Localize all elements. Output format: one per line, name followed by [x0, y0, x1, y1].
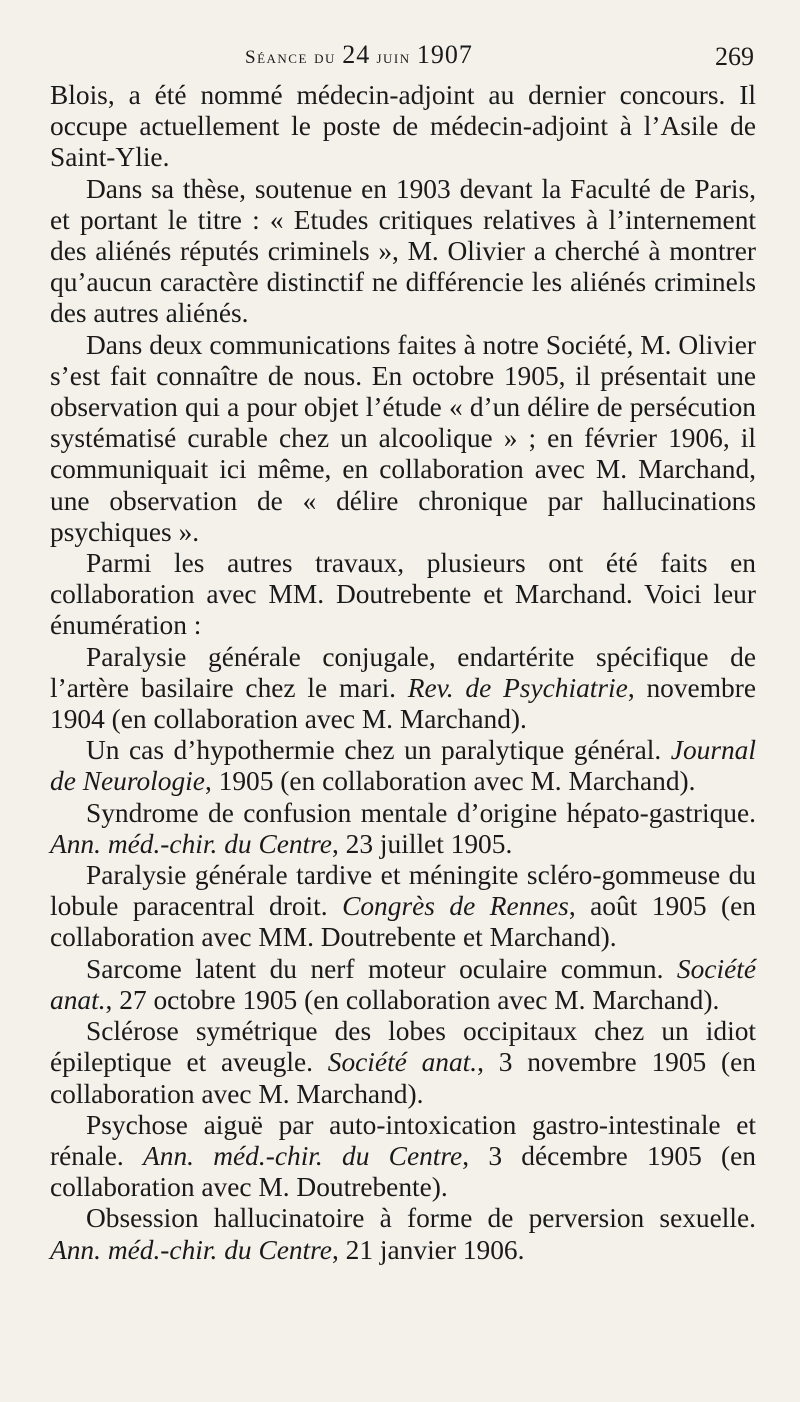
bibliography-entry: Paralysie générale tardive et méningite scléro-gommeuse du lobule paracentral droit. Congrès de Rennes, août 1905 (en collaboration avec MM. Doutrebente et Marchand).	[50, 860, 756, 953]
journal-title: Société anat.	[50, 953, 756, 1015]
journal-title: Société anat.	[327, 1047, 478, 1078]
page-number: 269	[715, 42, 754, 71]
page-header	[50, 34, 756, 80]
bibliography-entry: Paralysie générale conjugale, endartérite spécifique de l’artère basilaire chez le mari. Rev. de Psychiatrie, novembre 1904 (en collaboration avec M. Marchand).	[50, 641, 756, 735]
paragraph-communications: Dans deux communications faites à notre Société, M. Olivier s’est fait connaître de nous. En octobre 1905, il présentait une observation qui a pour objet l’étude « d’un délire de persécution systématisé curable chez un alcoolique » ; en février 1906, il communiquait ici même, en collaboration avec M. Marchand, une observation de « délire chronique par hallucinations psychiques ».	[50, 329, 756, 547]
running-head-month: juin	[376, 47, 411, 68]
journal-title: Congrès de Rennes	[342, 891, 569, 922]
journal-title: Rev. de Psychiatrie	[407, 672, 628, 703]
bibliography-entry: Un cas d’hypothermie chez un paralytique général. Journal de Neurologie, 1905 (en collaboration avec M. Marchand).	[50, 735, 756, 797]
running-head-prefix: Séance du	[245, 47, 336, 68]
journal-title: Ann. méd.-chir. du Centre	[50, 1234, 332, 1265]
running-head-year: 1907	[416, 40, 473, 69]
paragraph-other-works: Parmi les autres travaux, plusieurs ont été faits en collaboration avec MM. Doutrebente et Marchand. Voici leur énumération :	[50, 548, 756, 641]
bibliography-entry: Sclérose symétrique des lobes occipitaux chez un idiot épileptique et aveugle. Société anat., 3 novembre 1905 (en collaboration avec M. Marchand).	[50, 1016, 756, 1109]
journal-title: Ann. méd.-chir. du Centre	[143, 1140, 463, 1171]
body-text	[50, 80, 756, 1266]
paragraph-thesis: Dans sa thèse, soutenue en 1903 devant la Faculté de Paris, et portant le titre : « Etudes critiques relatives à l’internement des aliénés réputés criminels », M. Olivier a cherché à montrer qu’aucun caractère distinctif ne différencie les aliénés criminels des autres aliénés.	[50, 173, 756, 329]
journal-title: Journal de Neurologie	[50, 735, 756, 797]
paragraph-continuation: Blois, a été nommé médecin-adjoint au dernier concours. Il occupe actuellement le poste de médecin-adjoint à l’Asile de Saint-Ylie.	[50, 80, 756, 173]
running-head	[245, 40, 473, 70]
bibliography-entry: Obsession hallucinatoire à forme de perversion sexuelle. Ann. méd.-chir. du Centre, 21 janvier 1906.	[50, 1203, 756, 1265]
running-head-day: 24	[342, 40, 371, 69]
bibliography-entry: Psychose aiguë par auto-intoxication gastro-intestinale et rénale. Ann. méd.-chir. du Centre, 3 décembre 1905 (en collaboration avec M. Doutrebente).	[50, 1109, 756, 1203]
journal-title: Ann. méd.-chir. du Centre	[50, 828, 332, 859]
bibliography-entry: Syndrome de confusion mentale d’origine hépato-gastrique. Ann. méd.-chir. du Centre, 23 juillet 1905.	[50, 797, 756, 859]
bibliography-entry: Sarcome latent du nerf moteur oculaire commun. Société anat., 27 octobre 1905 (en collaboration avec M. Marchand).	[50, 953, 756, 1015]
